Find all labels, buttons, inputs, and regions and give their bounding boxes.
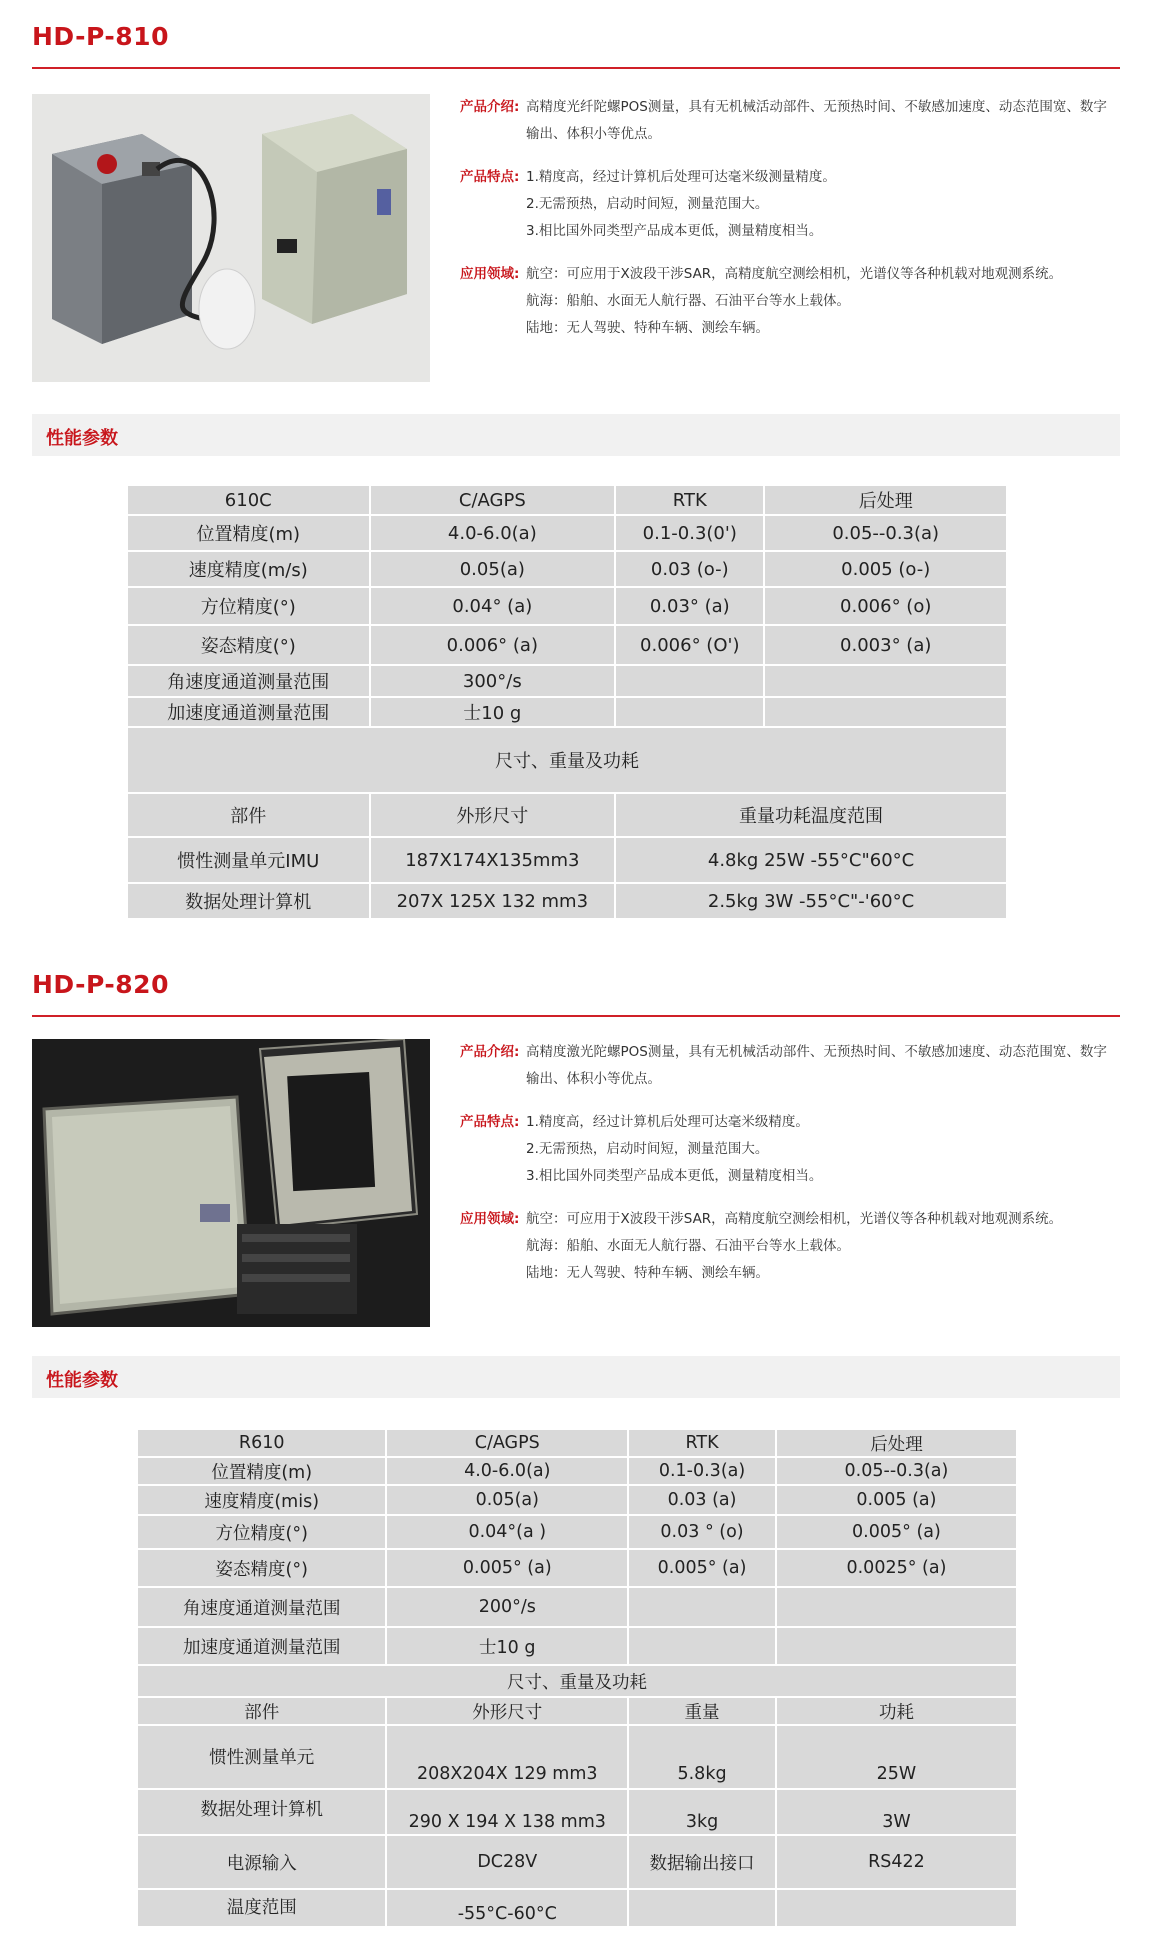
table-header-cell: 外形尺寸 xyxy=(371,794,615,836)
table-row xyxy=(128,838,1006,882)
table-row xyxy=(138,1516,1016,1548)
table-header-cell: 功耗 xyxy=(777,1698,1016,1724)
table-cell: 惯性测量单元IMU xyxy=(128,838,369,882)
table-header-cell: 外形尺寸 xyxy=(387,1698,627,1724)
table-cell: 0.03 (o-) xyxy=(616,552,763,586)
table-cell xyxy=(765,698,1006,726)
table-row xyxy=(128,666,1006,696)
intro-text: 高精度激光陀螺POS测量，具有无机械活动部件、无预热时间、不敏感加速度、动态范围宽、数字输出、体积小等优点。 xyxy=(526,1044,1107,1087)
table-row xyxy=(128,516,1006,550)
table-header-cell: 610C xyxy=(128,486,369,514)
title-divider xyxy=(32,67,1120,69)
table-cell: 0.05(a) xyxy=(387,1486,627,1514)
table-header-cell: RTK xyxy=(616,486,763,514)
feature-item: 3.相比国外同类型产品成本更低，测量精度相当。 xyxy=(526,223,823,239)
table-cell: 0.1-0.3(0') xyxy=(616,516,763,550)
table-cell: 4.0-6.0(a) xyxy=(387,1458,627,1484)
table-cell: 0.03° (a) xyxy=(616,588,763,624)
table-header-cell: 部件 xyxy=(128,794,369,836)
feature-item: 1.精度高，经过计算机后处理可达毫米级精度。 xyxy=(526,1114,809,1130)
table-row xyxy=(128,588,1006,624)
performance-header xyxy=(32,1356,1120,1398)
table-cell xyxy=(777,1890,1016,1926)
table-cell: 角速度通道测量范围 xyxy=(128,666,369,696)
table-cell: 200°/s xyxy=(387,1588,627,1626)
table-cell: 0.05--0.3(a) xyxy=(777,1458,1016,1484)
table-cell: 0.006° (o) xyxy=(765,588,1006,624)
product-intro-block xyxy=(460,1039,1120,1303)
feature-item: 2.无需预热，启动时间短，测量范围大。 xyxy=(526,1141,769,1157)
intro-label: 产品介绍: xyxy=(460,1044,520,1060)
product-photo xyxy=(32,1039,430,1327)
table-cell: 温度范围 xyxy=(138,1890,385,1926)
table-row xyxy=(138,1726,1016,1788)
table-cell: 0.1-0.3(a) xyxy=(629,1458,775,1484)
table-cell xyxy=(616,666,763,696)
table-subheading: 尺寸、重量及功耗 xyxy=(138,1666,1016,1696)
title-divider xyxy=(32,1015,1120,1017)
table-cell: 士10 g xyxy=(371,698,615,726)
table-cell: 角速度通道测量范围 xyxy=(138,1588,385,1626)
table-cell: 加速度通道测量范围 xyxy=(128,698,369,726)
table-header-cell: 后处理 xyxy=(777,1430,1016,1456)
table-cell: 208X204X 129 mm3 xyxy=(387,1726,627,1788)
table-cell: 0.03 ° (o) xyxy=(629,1516,775,1548)
table-cell xyxy=(616,698,763,726)
table-cell: 5.8kg xyxy=(629,1726,775,1788)
table-cell: 2.5kg 3W -55°C"-'60°C xyxy=(616,884,1006,918)
model-title: HD-P-820 xyxy=(32,970,169,999)
table-row xyxy=(138,1458,1016,1484)
table-row xyxy=(138,1628,1016,1664)
table-header-cell: 重量功耗温度范围 xyxy=(616,794,1006,836)
product-photo xyxy=(32,94,430,382)
intro-label: 产品介绍: xyxy=(460,99,520,115)
model-title: HD-P-810 xyxy=(32,22,169,51)
table-subheading: 尺寸、重量及功耗 xyxy=(128,728,1006,792)
application-item: 航空：可应用于X波段干涉SAR，高精度航空测绘相机，光谱仪等各种机载对地观测系统。 xyxy=(526,1211,1063,1227)
table-cell: 300°/s xyxy=(371,666,615,696)
table-cell: 数据输出接口 xyxy=(629,1836,775,1888)
table-cell: 25W xyxy=(777,1726,1016,1788)
table-cell: 0.005 (o-) xyxy=(765,552,1006,586)
table-cell xyxy=(629,1628,775,1664)
feature-label: 产品特点: xyxy=(460,169,520,185)
feature-item: 3.相比国外同类型产品成本更低，测量精度相当。 xyxy=(526,1168,823,1184)
table-cell: 惯性测量单元 xyxy=(138,1726,385,1788)
spec-table xyxy=(126,484,1008,920)
table-cell: 4.8kg 25W -55°C"60°C xyxy=(616,838,1006,882)
performance-header xyxy=(32,414,1120,456)
product-photo-illustration xyxy=(32,94,430,382)
application-label: 应用领域: xyxy=(460,266,520,282)
table-row xyxy=(128,884,1006,918)
table-row xyxy=(138,1486,1016,1514)
table-row xyxy=(138,1890,1016,1926)
table-cell: 0.05--0.3(a) xyxy=(765,516,1006,550)
table-row xyxy=(138,1790,1016,1834)
table-cell: 0.04° (a) xyxy=(371,588,615,624)
performance-label: 性能参数 xyxy=(46,428,118,449)
application-item: 航空：可应用于X波段干涉SAR，高精度航空测绘相机，光谱仪等各种机载对地观测系统。 xyxy=(526,266,1063,282)
table-header-cell: C/AGPS xyxy=(371,486,615,514)
application-item: 陆地：无人驾驶、特种车辆、测绘车辆。 xyxy=(526,320,769,336)
table-cell: 4.0-6.0(a) xyxy=(371,516,615,550)
table-cell: 加速度通道测量范围 xyxy=(138,1628,385,1664)
table-cell: -55°C-60°C xyxy=(387,1890,627,1926)
table-cell: 姿态精度(°) xyxy=(138,1550,385,1586)
table-cell: 速度精度(m/s) xyxy=(128,552,369,586)
application-item: 航海：船舶、水面无人航行器、石油平台等水上载体。 xyxy=(526,293,850,309)
table-header-cell: 后处理 xyxy=(765,486,1006,514)
feature-item: 1.精度高，经过计算机后处理可达毫米级测量精度。 xyxy=(526,169,836,185)
table-row xyxy=(128,552,1006,586)
table-cell: 290 X 194 X 138 mm3 xyxy=(387,1790,627,1834)
table-cell: DC28V xyxy=(387,1836,627,1888)
performance-label: 性能参数 xyxy=(46,1370,118,1391)
feature-label: 产品特点: xyxy=(460,1114,520,1130)
feature-item: 2.无需预热，启动时间短，测量范围大。 xyxy=(526,196,769,212)
table-row xyxy=(128,626,1006,664)
table-row xyxy=(128,698,1006,726)
table-header-cell: 重量 xyxy=(629,1698,775,1724)
table-cell: 方位精度(°) xyxy=(128,588,369,624)
table-cell: 207X 125X 132 mm3 xyxy=(371,884,615,918)
table-cell: 0.006° (a) xyxy=(371,626,615,664)
table-cell: RS422 xyxy=(777,1836,1016,1888)
table-header-cell: C/AGPS xyxy=(387,1430,627,1456)
table-header-cell: RTK xyxy=(629,1430,775,1456)
table-cell: 速度精度(mis) xyxy=(138,1486,385,1514)
spec-table xyxy=(136,1428,1018,1928)
application-label: 应用领域: xyxy=(460,1211,520,1227)
table-cell: 方位精度(°) xyxy=(138,1516,385,1548)
table-cell: 0.005° (a) xyxy=(777,1516,1016,1548)
table-cell xyxy=(777,1628,1016,1664)
table-cell: 3kg xyxy=(629,1790,775,1834)
application-item: 陆地：无人驾驶、特种车辆、测绘车辆。 xyxy=(526,1265,769,1281)
table-cell xyxy=(765,666,1006,696)
table-cell: 0.005 (a) xyxy=(777,1486,1016,1514)
table-cell: 187X174X135mm3 xyxy=(371,838,615,882)
table-cell: 士10 g xyxy=(387,1628,627,1664)
product-photo-illustration xyxy=(32,1039,430,1327)
application-item: 航海：船舶、水面无人航行器、石油平台等水上载体。 xyxy=(526,1238,850,1254)
table-cell: 0.005° (a) xyxy=(387,1550,627,1586)
table-cell: 0.0025° (a) xyxy=(777,1550,1016,1586)
table-cell: 0.006° (O') xyxy=(616,626,763,664)
table-cell: 0.03 (a) xyxy=(629,1486,775,1514)
table-cell xyxy=(629,1588,775,1626)
table-row xyxy=(138,1588,1016,1626)
table-cell: 0.005° (a) xyxy=(629,1550,775,1586)
table-cell: 位置精度(m) xyxy=(128,516,369,550)
table-cell xyxy=(629,1890,775,1926)
table-cell: 数据处理计算机 xyxy=(138,1790,385,1834)
table-cell: 0.003° (a) xyxy=(765,626,1006,664)
table-cell xyxy=(777,1588,1016,1626)
table-cell: 电源输入 xyxy=(138,1836,385,1888)
table-cell: 0.04°(a ) xyxy=(387,1516,627,1548)
intro-text: 高精度光纤陀螺POS测量，具有无机械活动部件、无预热时间、不敏感加速度、动态范围宽、数字输出、体积小等优点。 xyxy=(526,99,1107,142)
table-cell: 0.05(a) xyxy=(371,552,615,586)
table-cell: 数据处理计算机 xyxy=(128,884,369,918)
table-row xyxy=(138,1550,1016,1586)
table-header-cell: 部件 xyxy=(138,1698,385,1724)
table-header-cell: R610 xyxy=(138,1430,385,1456)
table-cell: 3W xyxy=(777,1790,1016,1834)
table-cell: 位置精度(m) xyxy=(138,1458,385,1484)
table-cell: 姿态精度(°) xyxy=(128,626,369,664)
table-row xyxy=(138,1836,1016,1888)
product-intro-block xyxy=(460,94,1120,358)
